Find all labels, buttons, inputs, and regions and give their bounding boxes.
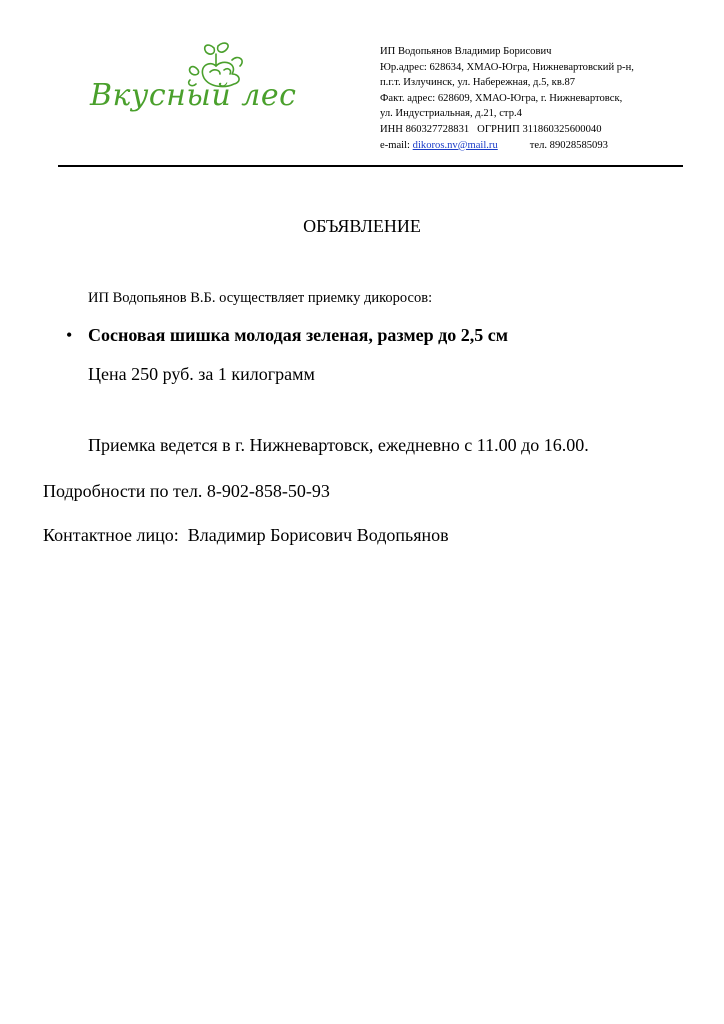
item-name: Сосновая шишка молодая зеленая, размер до 2,5 см [88,325,508,345]
company-logo [86,40,300,122]
legal-address-line-1: Юр.адрес: 628634, ХМАО-Югра, Нижневартовский р-н, [380,61,634,73]
actual-address-line-2: ул. Индустриальная, д.21, стр.4 [380,108,522,120]
header-phone: тел. 89028585093 [529,139,608,151]
phone-line: Подробности по тел. 8-902-858-50-93 [43,481,330,501]
item-price: Цена 250 руб. за 1 килограмм [88,364,315,384]
list-item [66,325,508,346]
legal-address-line-2: п.г.т. Излучинск, ул. Набережная, д.5, кв.87 [380,77,576,89]
company-requisites [380,44,700,153]
ogrnip-number: ОГРНИП 311860325600040 [477,123,602,135]
company-name: ИП Водопьянов Владимир Борисович [380,46,552,57]
contact-line [380,138,700,154]
email-label: e-mail: [380,139,411,151]
email-link[interactable]: dikoros.nv@mail.ru [412,139,498,151]
registration-numbers [380,122,700,138]
notice-title: ОБЪЯВЛЕНИЕ [303,216,421,236]
header-divider [58,165,683,167]
schedule-text: Приемка ведется в г. Нижневартовск, ежедневно с 11.00 до 16.00. [88,435,589,455]
inn-number: ИНН 860327728831 [380,123,470,135]
actual-address-line-1: Факт. адрес: 628609, ХМАО-Югра, г. Нижневартовск, [380,92,623,104]
contact-name: Владимир Борисович Водопьянов [187,525,449,545]
notice-intro: ИП Водопьянов В.Б. осуществляет приемку дикоросов: [88,290,433,306]
contact-label: Контактное лицо: [43,525,179,545]
bullet-icon: • [66,325,73,345]
logo-text: Вкусный лес [90,78,297,113]
contact-line [43,525,449,546]
